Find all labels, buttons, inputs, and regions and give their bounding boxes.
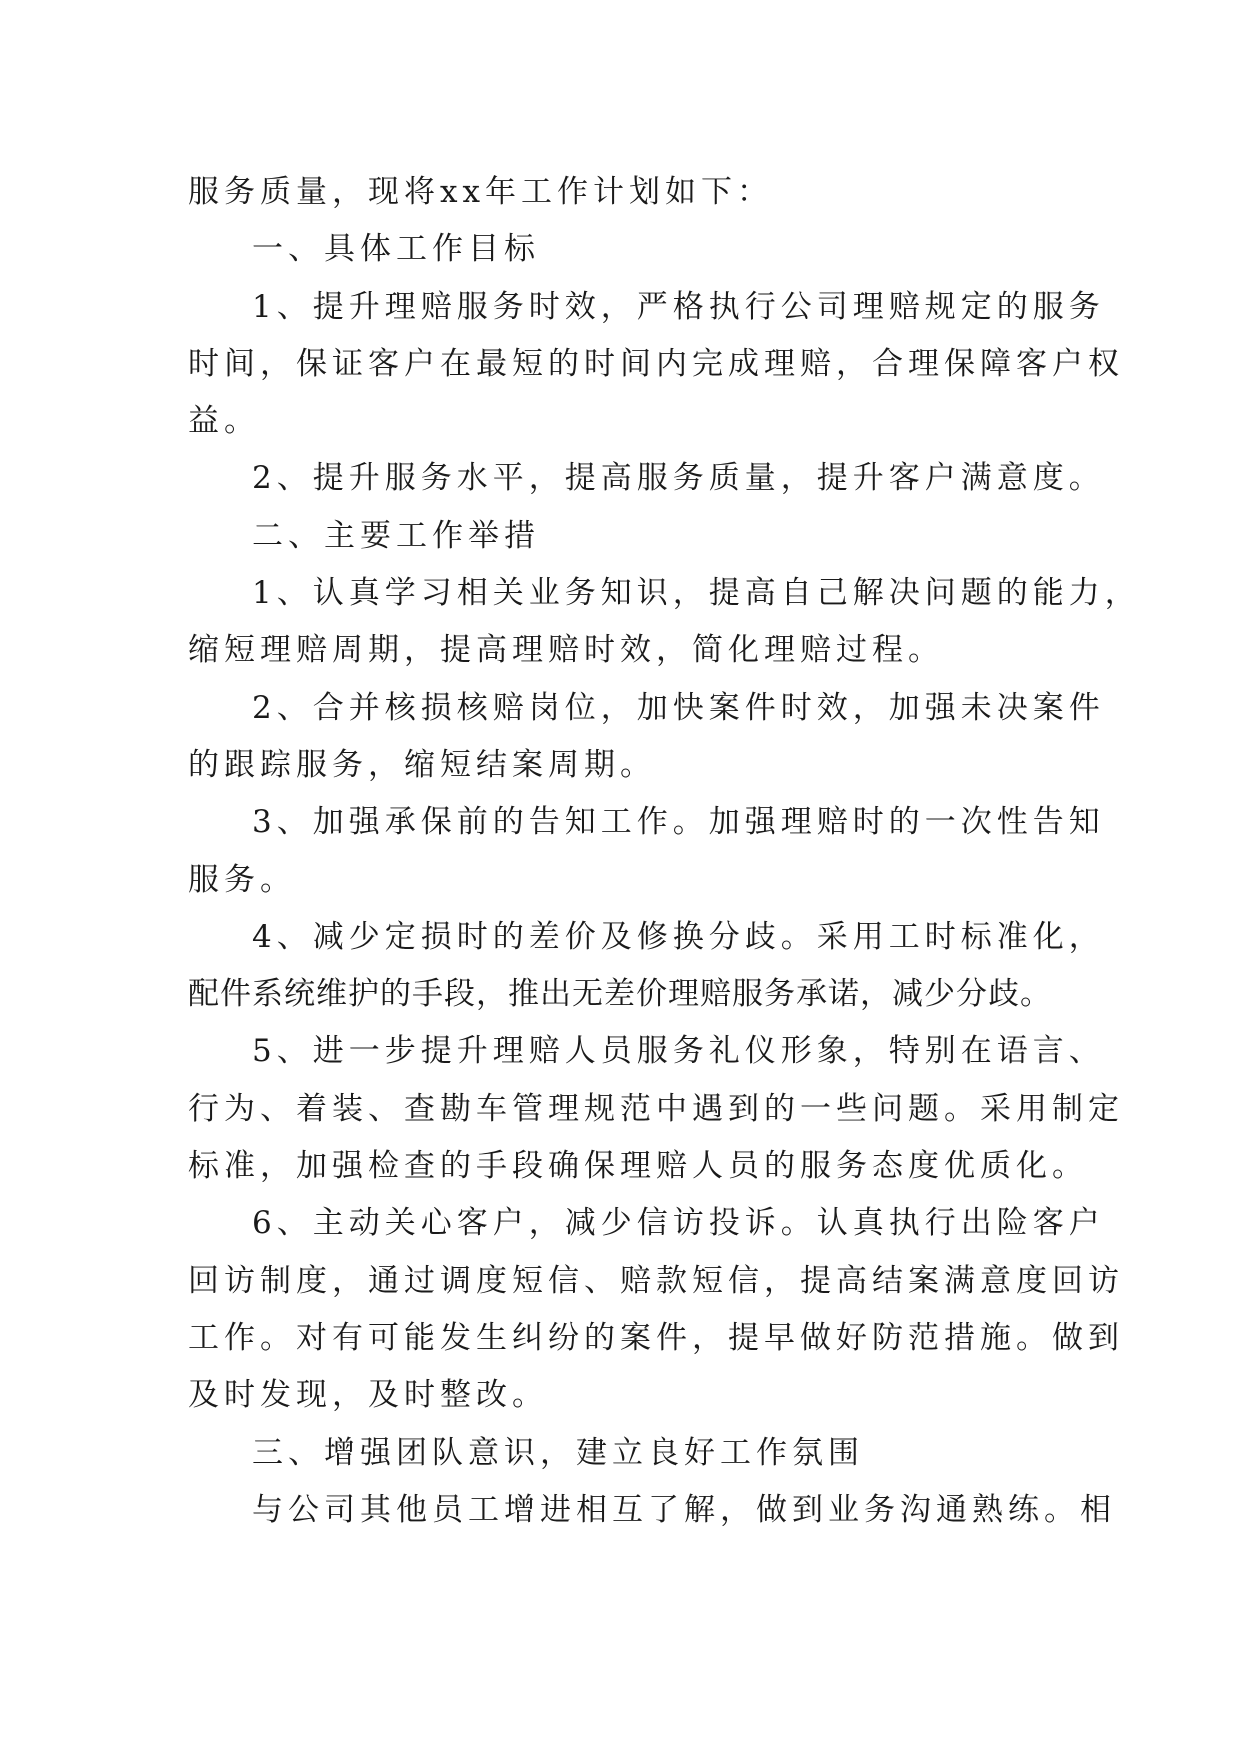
section-heading: 二、主要工作举措: [252, 517, 540, 554]
text-line: 1、认真学习相关业务知识，提高自己解决问题的能力，: [252, 575, 1141, 612]
text-line: 配件系统维护的手段，推出无差价理赔服务承诺，减少分歧。: [188, 976, 1052, 1013]
text-line: 1、提升理赔服务时效，严格执行公司理赔规定的服务: [252, 288, 1105, 325]
text-line: 5、进一步提升理赔人员服务礼仪形象，特别在语言、: [252, 1033, 1105, 1070]
document-body: [188, 164, 1141, 1539]
text-line: 6、主动关心客户，减少信访投诉。认真执行出险客户: [252, 1205, 1105, 1242]
text-line: 4、减少定损时的差价及修换分歧。采用工时标准化，: [252, 918, 1105, 955]
text-line: 2、合并核损核赔岗位，加快案件时效，加强未决案件: [252, 689, 1105, 726]
text-line: 缩短理赔周期，提高理赔时效，简化理赔过程。: [188, 632, 944, 669]
text-line: 与公司其他员工增进相互了解，做到业务沟通熟练。相: [252, 1491, 1116, 1528]
text-line: 回访制度，通过调度短信、赔款短信，提高结案满意度回访: [188, 1262, 1124, 1299]
text-line: 工作。对有可能发生纠纷的案件，提早做好防范措施。做到: [188, 1319, 1124, 1356]
section-heading: 三、增强团队意识，建立良好工作氛围: [252, 1434, 864, 1471]
section-heading: 一、具体工作目标: [252, 231, 540, 268]
text-line: 时间，保证客户在最短的时间内完成理赔，合理保障客户权: [188, 345, 1124, 382]
text-line: 3、加强承保前的告知工作。加强理赔时的一次性告知: [252, 804, 1105, 841]
text-line: 标准，加强检查的手段确保理赔人员的服务态度优质化。: [188, 1148, 1088, 1185]
text-line: 2、提升服务水平，提高服务质量，提升客户满意度。: [252, 460, 1105, 497]
text-line: 益。: [188, 403, 260, 440]
text-line: 服务。: [188, 861, 296, 898]
text-line: 的跟踪服务，缩短结案周期。: [188, 746, 656, 783]
text-line: 行为、着装、查勘车管理规范中遇到的一些问题。采用制定: [188, 1090, 1124, 1127]
text-line: 服务质量，现将xx年工作计划如下：: [188, 174, 773, 210]
text-line: 及时发现，及时整改。: [188, 1377, 548, 1414]
